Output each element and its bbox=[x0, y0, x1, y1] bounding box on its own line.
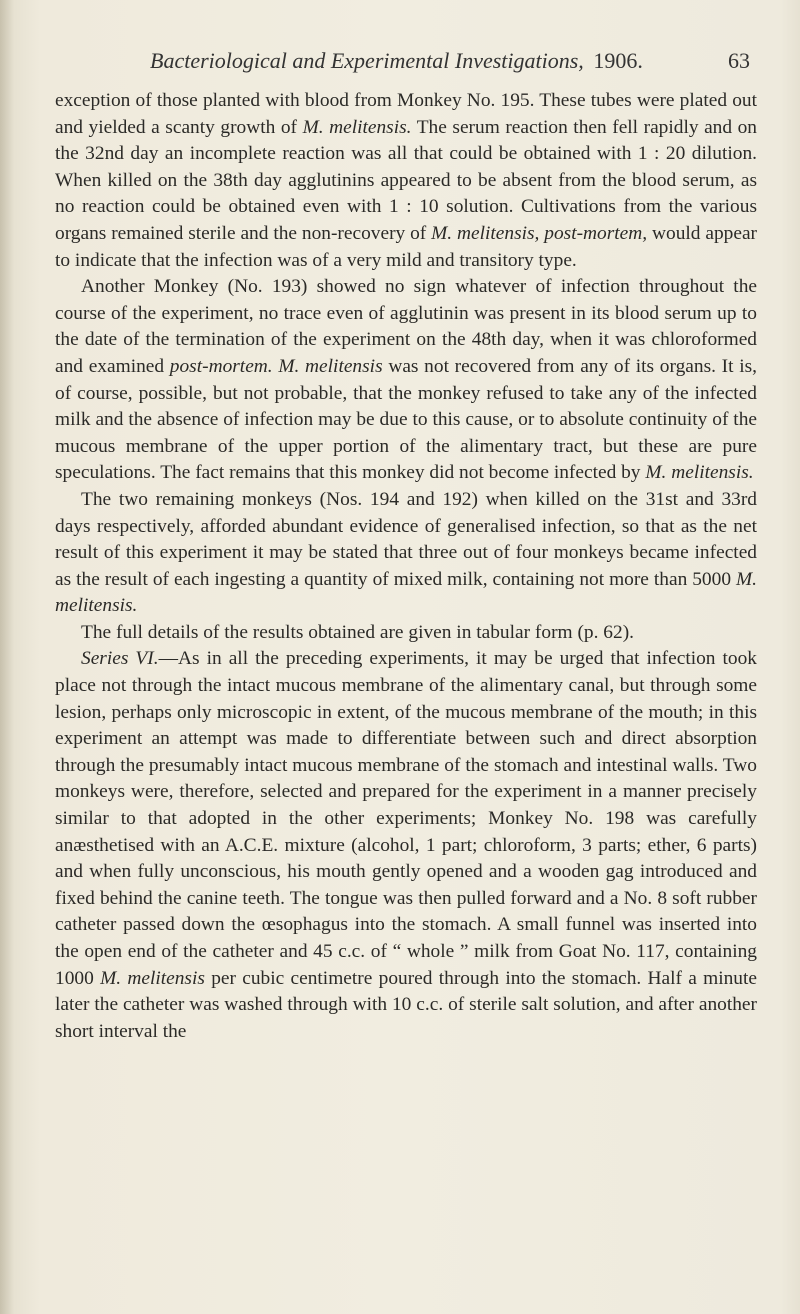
text-run: was not recovered from any of its organs. It is, of course, possible, but not probable, that the monkey refused to take any of the infected milk and the absence of infection may be due to this cause, or to absolute continuity of the mucous membrane of the upper portion of the alimentary tract, but these are pure speculations. The fact remains that this monkey did not become infected by bbox=[55, 355, 757, 484]
text-run: exception of those planted with blood from Monkey No. 195. These tubes were plated out and yielded a scanty growth of bbox=[55, 90, 757, 138]
paragraph-p3 bbox=[55, 487, 757, 620]
text-run: —As in all the preceding experiments, it may be urged that infection took place not through the intact mucous membrane of the alimentary canal, but through some lesion, perhaps only microscopic in extent, of the mucous membrane of the mouth; in this experiment an attempt was made to differentiate between such and direct absorption through the presumably intact mucous membrane of the stomach and intestinal walls. Two monkeys were, therefore, selected and prepared for the experiment in a manner precisely similar to that adopted in the other experiments; Monkey No. 198 was carefully anæsthetised with an A.C.E. mixture (alcohol, 1 part; chloroform, 3 parts; ether, 6 parts) and when fully unconscious, his mouth gently opened and a wooden gag introduced and fixed behind the canine teeth. The tongue was then pulled forward and a No. 8 soft rubber catheter passed down the œsophagus into the stomach. A small funnel was inserted into the open end of the catheter and 45 c.c. of “ whole ” milk from Goat No. 117, containing 1000 bbox=[55, 648, 757, 989]
paragraph-p5 bbox=[55, 646, 757, 1045]
italic-text: M. melitensis. bbox=[55, 568, 757, 617]
header-year: 1906. bbox=[593, 48, 643, 73]
text-run: The two remaining monkeys (Nos. 194 and 192) when killed on the 31st and 33rd days respectively, afforded abundant evidence of generalised infection, so that as the net result of this experiment it may be stated that three out of four monkeys became infected as the result of each ingesting a quantity of mixed milk, containing not more than 5000 bbox=[55, 488, 757, 590]
text-run: The serum reaction then fell rapidly and on the 32nd day an incomplete reaction was all that could be obtained with 1 : 20 dilution. When killed on the 38th day agglutinins appeared to be absent from the blood serum, as no reaction could be obtained even with 1 : 10 solution. Cultivations from the various organs remained sterile and the non-recovery of bbox=[55, 116, 758, 244]
paragraph-p4 bbox=[55, 620, 757, 647]
text-run: Another Monkey (No. 193) showed no sign whatever of infection throughout the course of the experiment, no trace even of agglutinin was present in its blood serum up to the date of the termination of the experiment on the 48th day, when it was chloroformed and examined bbox=[55, 276, 757, 377]
italic-text: post-mortem. M. melitensis bbox=[169, 355, 383, 377]
running-header bbox=[150, 48, 750, 74]
body-text bbox=[55, 88, 757, 1045]
italic-text: M. melitensis, post-mortem, bbox=[431, 222, 648, 244]
page-number: 63 bbox=[728, 48, 750, 73]
paragraph-p2 bbox=[55, 274, 757, 487]
text-run: would appear to indicate that the infection was of a very mild and transitory type. bbox=[55, 222, 758, 271]
italic-text: M. melitensis bbox=[100, 967, 205, 989]
paragraph-p1 bbox=[55, 88, 757, 274]
italic-text: M. melitensis. bbox=[645, 462, 754, 484]
text-run: The full details of the results obtained are given in tabular form (p. 62). bbox=[81, 621, 635, 643]
header-title: Bacteriological and Experimental Investigations, bbox=[150, 48, 584, 73]
text-run: per cubic centimetre poured through into the stomach. Half a minute later the catheter was washed through with 10 c.c. of sterile salt solution, and after another short interval the bbox=[55, 967, 757, 1042]
italic-text: Series VI. bbox=[81, 648, 159, 670]
italic-text: M. melitensis. bbox=[302, 116, 412, 138]
page-spine-shadow bbox=[0, 0, 14, 1314]
